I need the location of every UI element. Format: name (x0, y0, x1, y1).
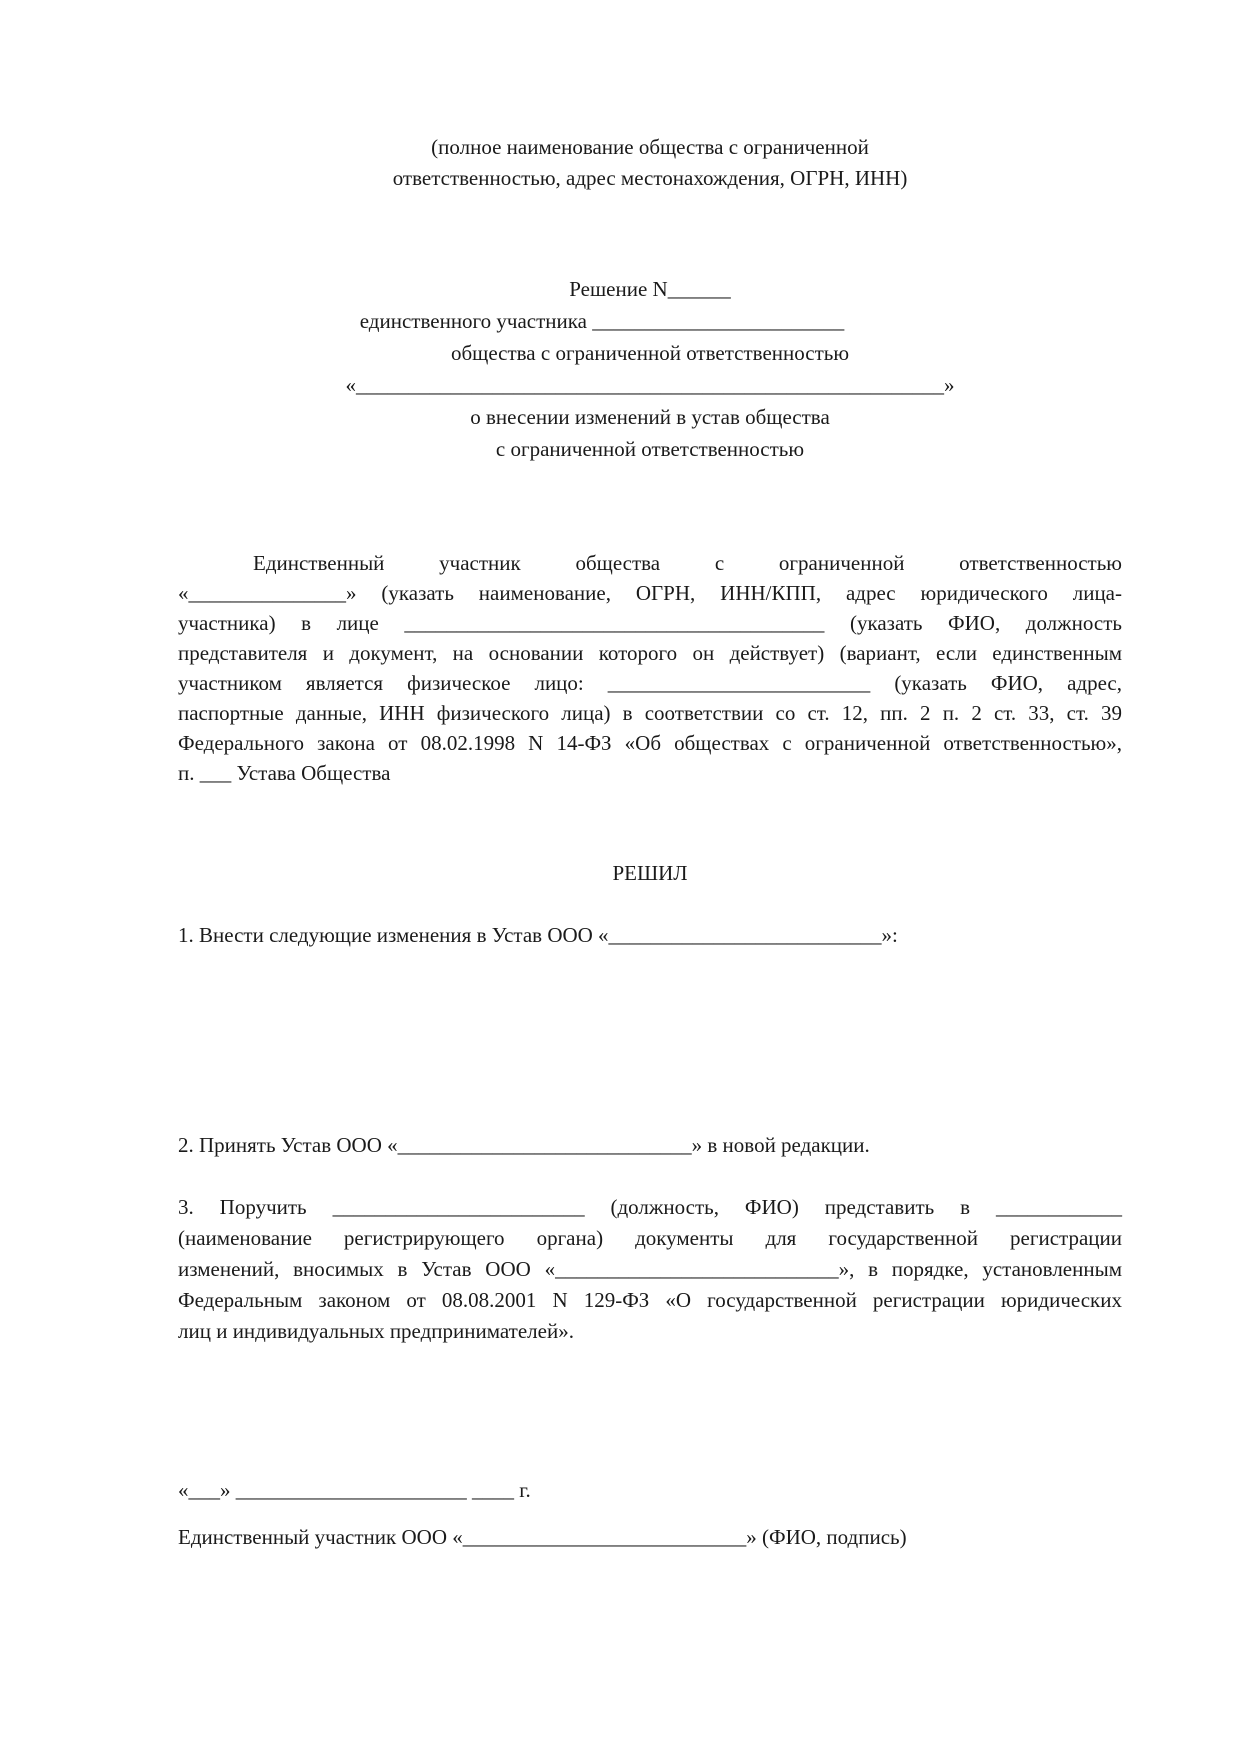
resolution-item-3 (178, 1192, 1122, 1347)
company-name-note-line-1: (полное наименование общества с ограниченной (431, 135, 869, 159)
resolution-item-1: 1. Внести следующие изменения в Устав ООО «__________________________»: (178, 923, 898, 947)
title-company-name-blank-line: «________________________________________________________» (345, 373, 955, 397)
preamble-line-7: Федерального закона от 08.02.1998 N 14-ФЗ «Об обществах с ограниченной ответственностью», (178, 731, 1122, 755)
item-3-line-5: лиц и индивидуальных предпринимателей». (178, 1319, 574, 1343)
title-subject-line-1: о внесении изменений в устав общества (470, 405, 830, 429)
company-name-note (178, 132, 1122, 194)
preamble-paragraph (178, 548, 1122, 788)
preamble-line-3: участника) в лице ________________________________________ (указать ФИО, должность (178, 611, 1122, 635)
document-title (178, 273, 1122, 465)
company-name-note-line-2: ответственностью, адрес местонахождения, ОГРН, ИНН) (392, 166, 908, 190)
item-3-line-3: изменений, вносимых в Устав ООО «___________________________», в порядке, установленным (178, 1257, 1122, 1281)
preamble-line-8: п. ___ Устава Общества (178, 761, 391, 785)
preamble-line-6: паспортные данные, ИНН физического лица) в соответствии со ст. 12, пп. 2 п. 2 ст. 33, ст. 39 (178, 701, 1122, 725)
title-resolution-number-line: Решение N______ (569, 277, 731, 301)
resolution-item-2: 2. Принять Устав ООО «____________________________» в новой редакции. (178, 1133, 870, 1157)
item-3-line-1: 3. Поручить ________________________ (должность, ФИО) представить в ____________ (178, 1195, 1122, 1219)
resolution-heading: РЕШИЛ (612, 861, 688, 885)
item-3-line-2: (наименование регистрирующего органа) документы для государственной регистрации (178, 1226, 1122, 1250)
preamble-line-5: участником является физическое лицо: _________________________ (указать ФИО, адрес, (178, 671, 1122, 695)
title-sole-participant-line: единственного участника ________________________ (359, 309, 845, 333)
title-company-type-line: общества с ограниченной ответственностью (450, 341, 850, 365)
title-subject-line-2: с ограниченной ответственностью (495, 437, 805, 461)
date-blank-line: «___» ______________________ ____ г. (178, 1478, 531, 1502)
signature-line: Единственный участник ООО «___________________________» (ФИО, подпись) (178, 1525, 907, 1549)
item-3-line-4: Федеральным законом от 08.08.2001 N 129-ФЗ «О государственной регистрации юридических (178, 1288, 1122, 1312)
preamble-line-2: «_______________» (указать наименование, ОГРН, ИНН/КПП, адрес юридического лица- (178, 581, 1122, 605)
preamble-line-1: Единственный участник общества с ограниченной ответственностью (253, 551, 1122, 575)
preamble-line-4: представителя и документ, на основании которого он действует) (вариант, если единственным (178, 641, 1122, 665)
